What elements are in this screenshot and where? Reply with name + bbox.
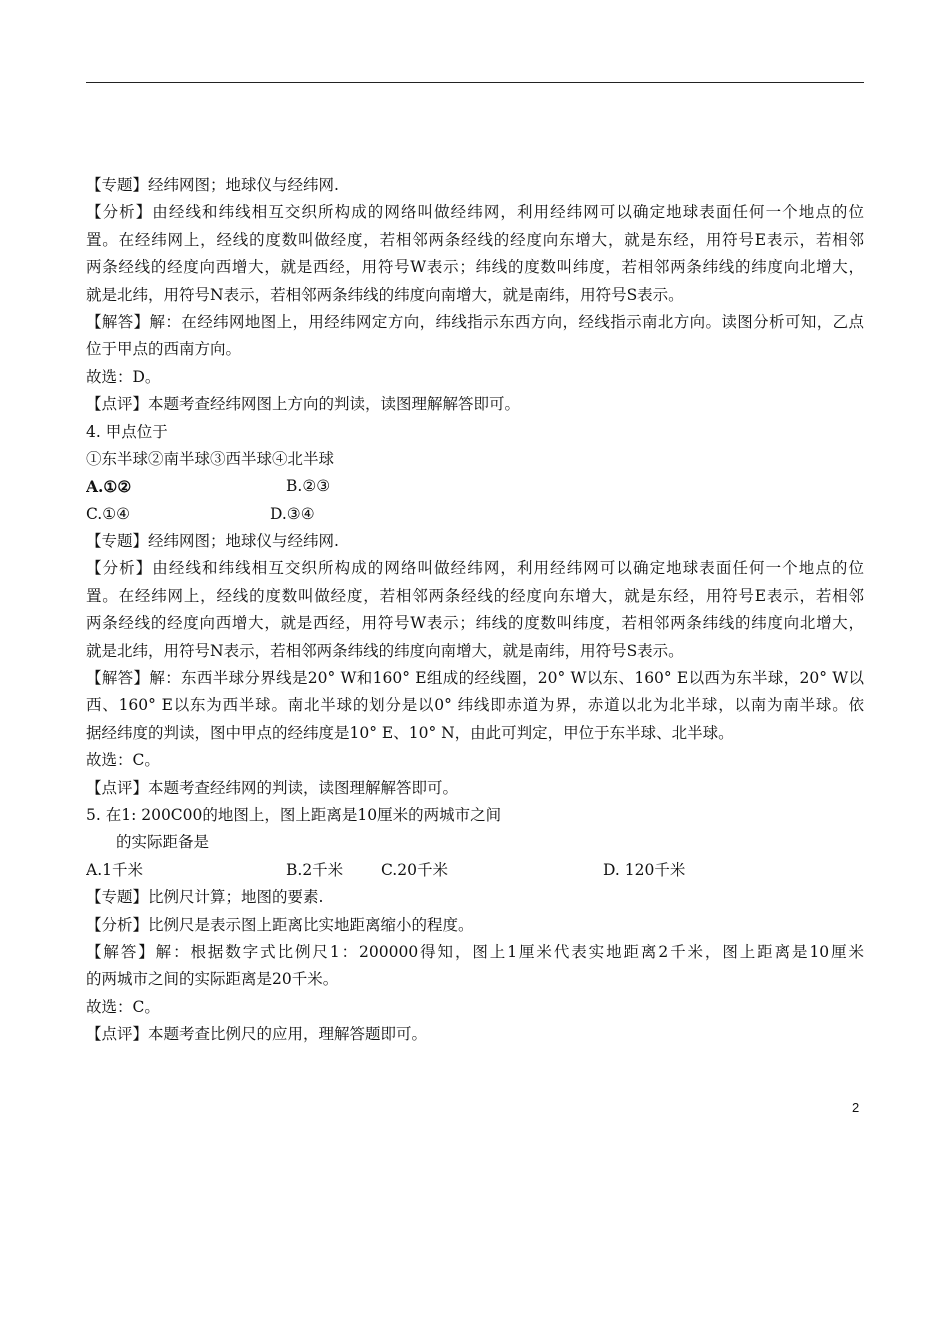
answer-line: 【解答】解：在经纬网地图上，用经纬网定方向，纬线指示东西方向，经线指示南北方向。读图分析可知，乙点 (86, 312, 864, 331)
option-c: C.20千米 (381, 860, 448, 879)
analysis-line: 【分析】比例尺是表示图上距离比实地距离缩小的程度。 (86, 915, 474, 934)
comment-line: 【点评】本题考查经纬网图上方向的判读，读图理解解答即可。 (86, 395, 521, 414)
answer-line: 的两城市之间的实际距离是20千米。 (86, 970, 339, 989)
question-4-options-row1 (86, 473, 864, 500)
comment-line: 【点评】本题考查比例尺的应用，理解答题即可。 (86, 1025, 428, 1044)
choice-line: 故选：D。 (86, 367, 161, 386)
analysis-line: 置。在经纬网上，经线的度数叫做经度，若相邻两条经线的经度向东增大，就是东经，用符号E表示，若相邻 (86, 230, 864, 249)
option-b: B.②③ (286, 477, 331, 496)
comment-line: 【点评】本题考查经纬网的判读，读图理解解答即可。 (86, 778, 459, 797)
option-a: A.①② (86, 477, 132, 497)
answer-line: 据经纬度的判读，图中甲点的经纬度是10° E、10° N，由此可判定，甲位于东半球、北半球。 (86, 723, 734, 742)
question-4-stem: 4. 甲点位于 (86, 422, 168, 441)
question-5-stem: 5. 在1: 200C00的地图上，图上距离是10厘米的两城市之间 (86, 805, 502, 824)
analysis-line: 【分析】由经线和纬线相互交织所构成的网络叫做经纬网，利用经纬网可以确定地球表面任何一个地点的位 (86, 203, 864, 222)
answer-line: 西、160° E以东为西半球。南北半球的划分是以0° 纬线即赤道为界，赤道以北为北半球，以南为南半球。依 (86, 696, 864, 715)
topic-line: 【专题】经纬网图；地球仪与经纬网. (86, 176, 339, 194)
question-5-stem-cont: 的实际距备是 (116, 833, 210, 852)
question-4-options-row2 (86, 501, 864, 528)
answer-line: 位于甲点的西南方向。 (86, 340, 242, 359)
analysis-line: 两条经线的经度向西增大，就是西经，用符号W表示；纬线的度数叫纬度，若相邻两条纬线的纬度向北增大， (86, 614, 864, 633)
analysis-line: 就是北纬，用符号N表示，若相邻两条纬线的纬度向南增大，就是南纬，用符号S表示。 (86, 285, 684, 304)
page-number: 2 (852, 1100, 860, 1115)
topic-line: 【专题】经纬网图；地球仪与经纬网. (86, 532, 339, 551)
answer-line: 【解答】解：东西半球分界线是20° W和160° E组成的经线圈，20° W以东、160° E以西为东半球，20° W以 (86, 669, 864, 688)
analysis-line: 【分析】由经线和纬线相互交织所构成的网络叫做经纬网，利用经纬网可以确定地球表面任何一个地点的位 (86, 559, 864, 578)
option-d: D.③④ (270, 504, 315, 523)
option-a: A.1千米 (86, 860, 143, 879)
choice-line: 故选：C。 (86, 751, 160, 770)
analysis-line: 两条经线的经度向西增大，就是西经，用符号W表示；纬线的度数叫纬度，若相邻两条纬线的纬度向北增大， (86, 258, 864, 277)
choice-line: 故选：C。 (86, 997, 160, 1016)
analysis-line: 就是北纬，用符号N表示，若相邻两条纬线的纬度向南增大，就是南纬，用符号S表示。 (86, 641, 684, 660)
document-body (86, 172, 864, 1049)
answer-line: 【解答】解：根据数字式比例尺1：200000得知，图上1厘米代表实地距离2千米，图上距离是10厘米 (86, 942, 864, 961)
topic-line: 【专题】比例尺计算；地图的要素. (86, 888, 324, 907)
question-4-items: ①东半球②南半球③西半球④北半球 (86, 449, 335, 468)
option-d: D. 120千米 (603, 860, 686, 879)
header-rule (86, 82, 864, 83)
analysis-line: 置。在经纬网上，经线的度数叫做经度，若相邻两条经线的经度向东增大，就是东经，用符号E表示，若相邻 (86, 586, 864, 605)
option-b: B.2千米 (286, 860, 344, 879)
question-5-options (86, 857, 864, 884)
option-c: C.①④ (86, 504, 131, 523)
